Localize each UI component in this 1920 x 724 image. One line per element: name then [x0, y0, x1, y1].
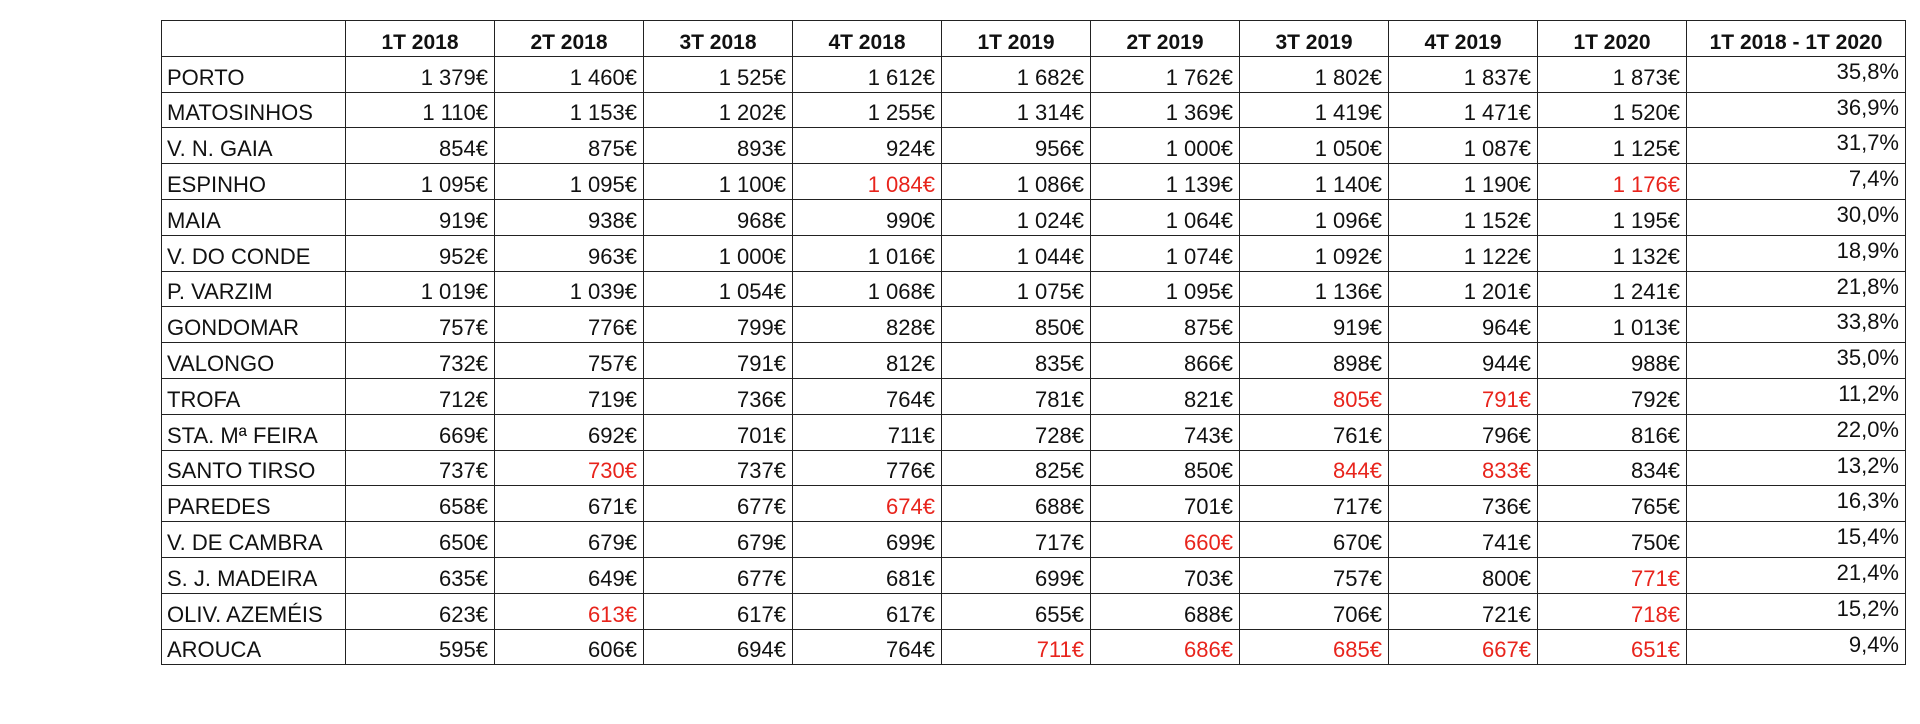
- header-cell: 2T 2018: [495, 21, 644, 57]
- price-cell: 764€: [793, 629, 942, 665]
- price-cell: 776€: [495, 307, 644, 343]
- price-cell: 670€: [1240, 522, 1389, 558]
- price-cell: 595€: [346, 629, 495, 665]
- price-cell: 1 096€: [1240, 199, 1389, 235]
- change-percent-cell: 21,8%: [1687, 271, 1906, 307]
- header-cell: 1T 2020: [1538, 21, 1687, 57]
- price-cell: 681€: [793, 557, 942, 593]
- price-cell: 1 612€: [793, 56, 942, 92]
- price-cell: 669€: [346, 414, 495, 450]
- price-cell: 1 039€: [495, 271, 644, 307]
- price-cell: 617€: [644, 593, 793, 629]
- price-cell: 699€: [793, 522, 942, 558]
- price-cell: 964€: [1389, 307, 1538, 343]
- price-cell: 800€: [1389, 557, 1538, 593]
- price-cell: 1 460€: [495, 56, 644, 92]
- price-cell: 655€: [942, 593, 1091, 629]
- change-percent-cell: 15,4%: [1687, 522, 1906, 558]
- price-cell: 835€: [942, 343, 1091, 379]
- price-cell: 761€: [1240, 414, 1389, 450]
- price-cell: 1 087€: [1389, 128, 1538, 164]
- price-cell: 919€: [1240, 307, 1389, 343]
- price-cell: 875€: [495, 128, 644, 164]
- price-cell: 717€: [942, 522, 1091, 558]
- price-cell: 658€: [346, 486, 495, 522]
- change-percent-cell: 31,7%: [1687, 128, 1906, 164]
- price-cell-decrease: 771€: [1538, 557, 1687, 593]
- price-cell: 703€: [1091, 557, 1240, 593]
- price-cell: 750€: [1538, 522, 1687, 558]
- price-cell: 650€: [346, 522, 495, 558]
- price-cell: 1 074€: [1091, 235, 1240, 271]
- price-cell: 796€: [1389, 414, 1538, 450]
- municipality-name: ESPINHO: [162, 164, 346, 200]
- municipality-name: S. J. MADEIRA: [162, 557, 346, 593]
- price-cell: 711€: [793, 414, 942, 450]
- price-cell-decrease: 791€: [1389, 378, 1538, 414]
- price-cell: 1 016€: [793, 235, 942, 271]
- price-cell: 898€: [1240, 343, 1389, 379]
- change-percent-cell: 11,2%: [1687, 378, 1906, 414]
- price-cell: 1 068€: [793, 271, 942, 307]
- price-cell: 1 019€: [346, 271, 495, 307]
- table-row: [162, 92, 1906, 128]
- table-row: [162, 450, 1906, 486]
- price-cell: 952€: [346, 235, 495, 271]
- change-percent-cell: 18,9%: [1687, 235, 1906, 271]
- price-cell: 1 255€: [793, 92, 942, 128]
- price-cell: 1 110€: [346, 92, 495, 128]
- price-cell: 671€: [495, 486, 644, 522]
- price-cell: 732€: [346, 343, 495, 379]
- change-percent-cell: 33,8%: [1687, 307, 1906, 343]
- price-cell-decrease: 730€: [495, 450, 644, 486]
- price-cell: 743€: [1091, 414, 1240, 450]
- table-row: [162, 522, 1906, 558]
- price-cell: 677€: [644, 486, 793, 522]
- price-cell-decrease: 660€: [1091, 522, 1240, 558]
- price-cell: 1 139€: [1091, 164, 1240, 200]
- price-cell: 623€: [346, 593, 495, 629]
- change-percent-cell: 7,4%: [1687, 164, 1906, 200]
- price-cell: 717€: [1240, 486, 1389, 522]
- municipality-name: MAIA: [162, 199, 346, 235]
- header-cell: 3T 2019: [1240, 21, 1389, 57]
- table-row: [162, 343, 1906, 379]
- price-cell: 799€: [644, 307, 793, 343]
- price-cell: 617€: [793, 593, 942, 629]
- price-cell: 1 682€: [942, 56, 1091, 92]
- municipality-name: P. VARZIM: [162, 271, 346, 307]
- price-cell: 721€: [1389, 593, 1538, 629]
- table-row: [162, 199, 1906, 235]
- price-cell: 1 092€: [1240, 235, 1389, 271]
- price-cell: 1 873€: [1538, 56, 1687, 92]
- price-cell: 866€: [1091, 343, 1240, 379]
- price-cell-decrease: 651€: [1538, 629, 1687, 665]
- price-cell-decrease: 1 176€: [1538, 164, 1687, 200]
- price-cell-decrease: 1 084€: [793, 164, 942, 200]
- price-cell: 1 086€: [942, 164, 1091, 200]
- price-cell: 736€: [644, 378, 793, 414]
- municipality-name: VALONGO: [162, 343, 346, 379]
- table-row: [162, 56, 1906, 92]
- price-cell-decrease: 686€: [1091, 629, 1240, 665]
- price-cell: 737€: [346, 450, 495, 486]
- price-cell-decrease: 674€: [793, 486, 942, 522]
- price-cell: 679€: [644, 522, 793, 558]
- price-cell: 1 419€: [1240, 92, 1389, 128]
- price-cell: 968€: [644, 199, 793, 235]
- price-cell: 1 122€: [1389, 235, 1538, 271]
- table-row: [162, 164, 1906, 200]
- price-cell: 781€: [942, 378, 1091, 414]
- change-percent-cell: 21,4%: [1687, 557, 1906, 593]
- price-cell: 1 100€: [644, 164, 793, 200]
- price-cell: 1 202€: [644, 92, 793, 128]
- price-cell: 963€: [495, 235, 644, 271]
- price-cell: 1 000€: [644, 235, 793, 271]
- table-row: [162, 271, 1906, 307]
- price-cell: 850€: [1091, 450, 1240, 486]
- price-cell: 764€: [793, 378, 942, 414]
- price-cell: 1 044€: [942, 235, 1091, 271]
- price-cell: 694€: [644, 629, 793, 665]
- price-cell: 1 525€: [644, 56, 793, 92]
- price-cell: 1 201€: [1389, 271, 1538, 307]
- price-cell: 757€: [1240, 557, 1389, 593]
- price-cell: 812€: [793, 343, 942, 379]
- price-cell: 792€: [1538, 378, 1687, 414]
- price-cell: 828€: [793, 307, 942, 343]
- header-cell-change: 1T 2018 - 1T 2020: [1687, 21, 1906, 57]
- table-row: [162, 378, 1906, 414]
- price-cell: 1 095€: [495, 164, 644, 200]
- price-cell: 706€: [1240, 593, 1389, 629]
- price-cell: 1 050€: [1240, 128, 1389, 164]
- price-cell: 1 471€: [1389, 92, 1538, 128]
- header-cell: 3T 2018: [644, 21, 793, 57]
- price-cell: 1 136€: [1240, 271, 1389, 307]
- price-cell: 1 241€: [1538, 271, 1687, 307]
- change-percent-cell: 22,0%: [1687, 414, 1906, 450]
- change-percent-cell: 9,4%: [1687, 629, 1906, 665]
- price-cell: 1 152€: [1389, 199, 1538, 235]
- price-cell-decrease: 685€: [1240, 629, 1389, 665]
- municipality-name: PAREDES: [162, 486, 346, 522]
- price-cell: 679€: [495, 522, 644, 558]
- price-cell: 1 054€: [644, 271, 793, 307]
- municipality-name: SANTO TIRSO: [162, 450, 346, 486]
- municipality-name: V. N. GAIA: [162, 128, 346, 164]
- change-percent-cell: 15,2%: [1687, 593, 1906, 629]
- price-cell: 1 762€: [1091, 56, 1240, 92]
- price-cell: 765€: [1538, 486, 1687, 522]
- price-cell: 1 190€: [1389, 164, 1538, 200]
- price-cell-decrease: 844€: [1240, 450, 1389, 486]
- price-cell: 1 195€: [1538, 199, 1687, 235]
- municipality-name: V. DO CONDE: [162, 235, 346, 271]
- change-percent-cell: 36,9%: [1687, 92, 1906, 128]
- price-cell: 1 075€: [942, 271, 1091, 307]
- price-cell: 1 024€: [942, 199, 1091, 235]
- price-cell: 1 095€: [346, 164, 495, 200]
- price-cell: 737€: [644, 450, 793, 486]
- price-cell: 1 140€: [1240, 164, 1389, 200]
- price-cell: 1 837€: [1389, 56, 1538, 92]
- price-cell: 988€: [1538, 343, 1687, 379]
- price-cell: 1 095€: [1091, 271, 1240, 307]
- change-percent-cell: 16,3%: [1687, 486, 1906, 522]
- table-row: [162, 307, 1906, 343]
- price-cell: 938€: [495, 199, 644, 235]
- price-cell: 606€: [495, 629, 644, 665]
- price-cell: 692€: [495, 414, 644, 450]
- municipality-name: TROFA: [162, 378, 346, 414]
- table-row: [162, 414, 1906, 450]
- change-percent-cell: 30,0%: [1687, 199, 1906, 235]
- price-cell-decrease: 711€: [942, 629, 1091, 665]
- price-cell: 850€: [942, 307, 1091, 343]
- price-cell: 677€: [644, 557, 793, 593]
- table-body: [162, 56, 1906, 665]
- price-cell: 1 520€: [1538, 92, 1687, 128]
- price-cell: 1 314€: [942, 92, 1091, 128]
- price-cell: 701€: [1091, 486, 1240, 522]
- header-cell: 1T 2019: [942, 21, 1091, 57]
- change-percent-cell: 35,0%: [1687, 343, 1906, 379]
- price-cell: 688€: [1091, 593, 1240, 629]
- price-cell: 719€: [495, 378, 644, 414]
- price-cell: 1 153€: [495, 92, 644, 128]
- price-cell: 990€: [793, 199, 942, 235]
- price-cell: 1 379€: [346, 56, 495, 92]
- price-cell: 1 132€: [1538, 235, 1687, 271]
- price-table: [161, 20, 1906, 665]
- price-cell: 816€: [1538, 414, 1687, 450]
- price-cell: 875€: [1091, 307, 1240, 343]
- price-cell: 712€: [346, 378, 495, 414]
- price-cell-decrease: 667€: [1389, 629, 1538, 665]
- price-cell: 893€: [644, 128, 793, 164]
- price-cell: 1 064€: [1091, 199, 1240, 235]
- change-percent-cell: 13,2%: [1687, 450, 1906, 486]
- header-cell-blank: [162, 21, 346, 57]
- price-cell: 1 013€: [1538, 307, 1687, 343]
- price-cell: 924€: [793, 128, 942, 164]
- price-cell: 736€: [1389, 486, 1538, 522]
- price-cell: 776€: [793, 450, 942, 486]
- price-cell: 688€: [942, 486, 1091, 522]
- price-cell: 757€: [346, 307, 495, 343]
- price-cell: 701€: [644, 414, 793, 450]
- price-cell: 791€: [644, 343, 793, 379]
- price-cell-decrease: 833€: [1389, 450, 1538, 486]
- price-cell: 944€: [1389, 343, 1538, 379]
- price-cell: 1 802€: [1240, 56, 1389, 92]
- price-cell: 956€: [942, 128, 1091, 164]
- price-cell: 854€: [346, 128, 495, 164]
- price-cell: 635€: [346, 557, 495, 593]
- price-cell-decrease: 805€: [1240, 378, 1389, 414]
- table-row: [162, 128, 1906, 164]
- price-cell: 834€: [1538, 450, 1687, 486]
- price-cell: 741€: [1389, 522, 1538, 558]
- municipality-name: AROUCA: [162, 629, 346, 665]
- municipality-name: V. DE CAMBRA: [162, 522, 346, 558]
- header-row: [162, 21, 1906, 57]
- price-cell-decrease: 718€: [1538, 593, 1687, 629]
- table-row: [162, 593, 1906, 629]
- header-cell: 4T 2018: [793, 21, 942, 57]
- municipality-name: MATOSINHOS: [162, 92, 346, 128]
- header-cell: 4T 2019: [1389, 21, 1538, 57]
- price-cell: 699€: [942, 557, 1091, 593]
- price-cell: 1 000€: [1091, 128, 1240, 164]
- municipality-name: GONDOMAR: [162, 307, 346, 343]
- price-cell: 919€: [346, 199, 495, 235]
- price-cell: 825€: [942, 450, 1091, 486]
- header-cell: 1T 2018: [346, 21, 495, 57]
- table-row: [162, 557, 1906, 593]
- price-cell: 728€: [942, 414, 1091, 450]
- price-cell: 821€: [1091, 378, 1240, 414]
- price-cell: 1 125€: [1538, 128, 1687, 164]
- municipality-name: OLIV. AZEMÉIS: [162, 593, 346, 629]
- table-row: [162, 486, 1906, 522]
- municipality-name: STA. Mª FEIRA: [162, 414, 346, 450]
- price-cell: 1 369€: [1091, 92, 1240, 128]
- table-row: [162, 235, 1906, 271]
- price-cell-decrease: 613€: [495, 593, 644, 629]
- change-percent-cell: 35,8%: [1687, 56, 1906, 92]
- municipality-name: PORTO: [162, 56, 346, 92]
- table-row: [162, 629, 1906, 665]
- header-cell: 2T 2019: [1091, 21, 1240, 57]
- price-cell: 757€: [495, 343, 644, 379]
- price-cell: 649€: [495, 557, 644, 593]
